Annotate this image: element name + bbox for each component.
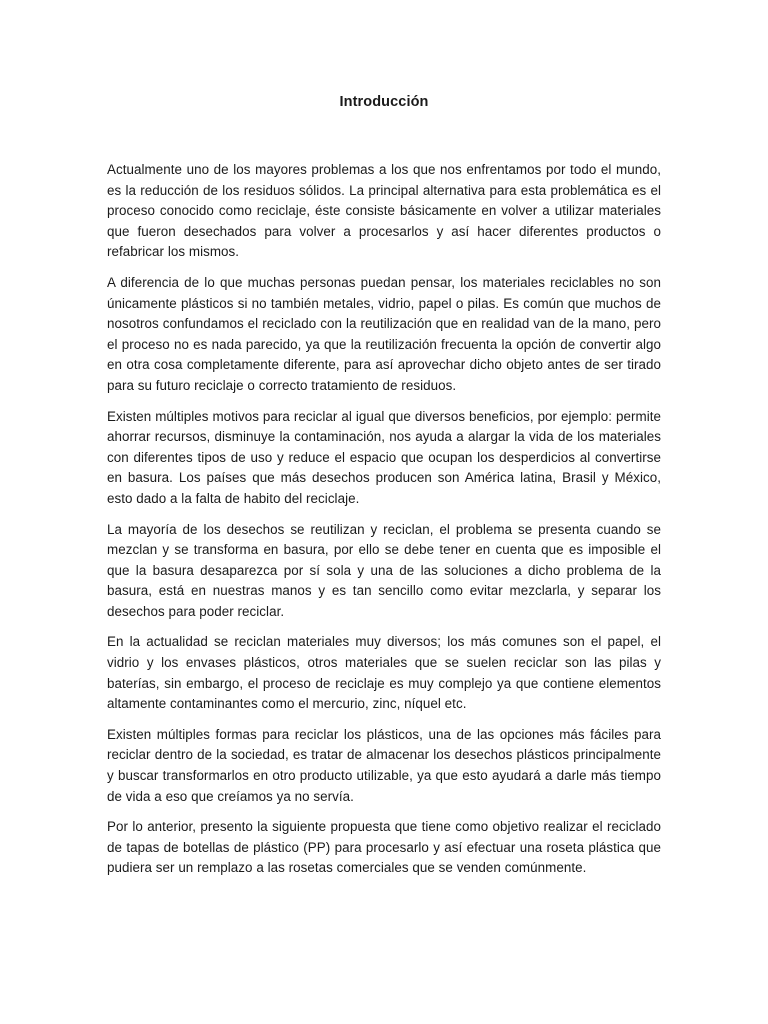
paragraph-4: La mayoría de los desechos se reutilizan y reciclan, el problema se presenta cuando se mezclan y se transforma en basura, por ello se debe tener en cuenta que es imposible el que la basura desaparezca por sí sola y una de las soluciones a dicho problema de la basura, está en nuestras manos y es tan sencillo como evitar mezclarla, y separar los desechos para poder reciclar. bbox=[107, 521, 661, 619]
document-title: Introducción bbox=[339, 94, 429, 110]
paragraph-7: Por lo anterior, presento la siguiente propuesta que tiene como objetivo realizar el reciclado de tapas de botellas de plástico (PP) para procesarlo y así efectuar una roseta plástica que pudiera ser un remplazo a las rosetas comerciales que se venden comúnmente. bbox=[107, 819, 661, 876]
paragraph-6: Existen múltiples formas para reciclar los plásticos, una de las opciones más fáciles para reciclar dentro de la sociedad, es tratar de almacenar los desechos plásticos principalmente y buscar transformarlos en otro producto utilizable, ya que esto ayudará a darle más tiempo de vida a eso que creíamos ya no servía. bbox=[107, 726, 661, 804]
paragraph-5: En la actualidad se reciclan materiales muy diversos; los más comunes son el papel, el vidrio y los envases plásticos, otros materiales que se suelen reciclar son las pilas y baterías, sin embargo, el proceso de reciclaje es muy complejo ya que contiene elementos altamente contaminantes como el mercurio, zinc, níquel etc. bbox=[107, 634, 661, 712]
document-body bbox=[107, 160, 661, 889]
paragraph-2: A diferencia de lo que muchas personas puedan pensar, los materiales reciclables no son únicamente plásticos si no también metales, vidrio, papel o pilas. Es común que muchos de nosotros confundamos el reciclado con la reutilización que en realidad van de la mano, pero el proceso no es nada parecido, ya que la reutilización frecuenta la opción de convertir algo en otra cosa completamente diferente, para así aprovechar dicho objeto antes de ser tirado para su futuro reciclaje o correcto tratamiento de residuos. bbox=[107, 274, 661, 393]
paragraph-1: Actualmente uno de los mayores problemas a los que nos enfrentamos por todo el mundo, es la reducción de los residuos sólidos. La principal alternativa para esta problemática es el proceso conocido como reciclaje, éste consiste básicamente en volver a utilizar materiales que fueron desechados para volver a procesarlos y así hacer diferentes productos o refabricar los mismos. bbox=[107, 162, 661, 260]
paragraph-3: Existen múltiples motivos para reciclar al igual que diversos beneficios, por ejemplo: permite ahorrar recursos, disminuye la contaminación, nos ayuda a alargar la vida de los materiales con diferentes tipos de uso y reduce el espacio que ocupan los desperdicios al convertirse en basura. Los países que más desechos producen son América latina, Brasil y México, esto dado a la falta de habito del reciclaje. bbox=[107, 408, 661, 506]
